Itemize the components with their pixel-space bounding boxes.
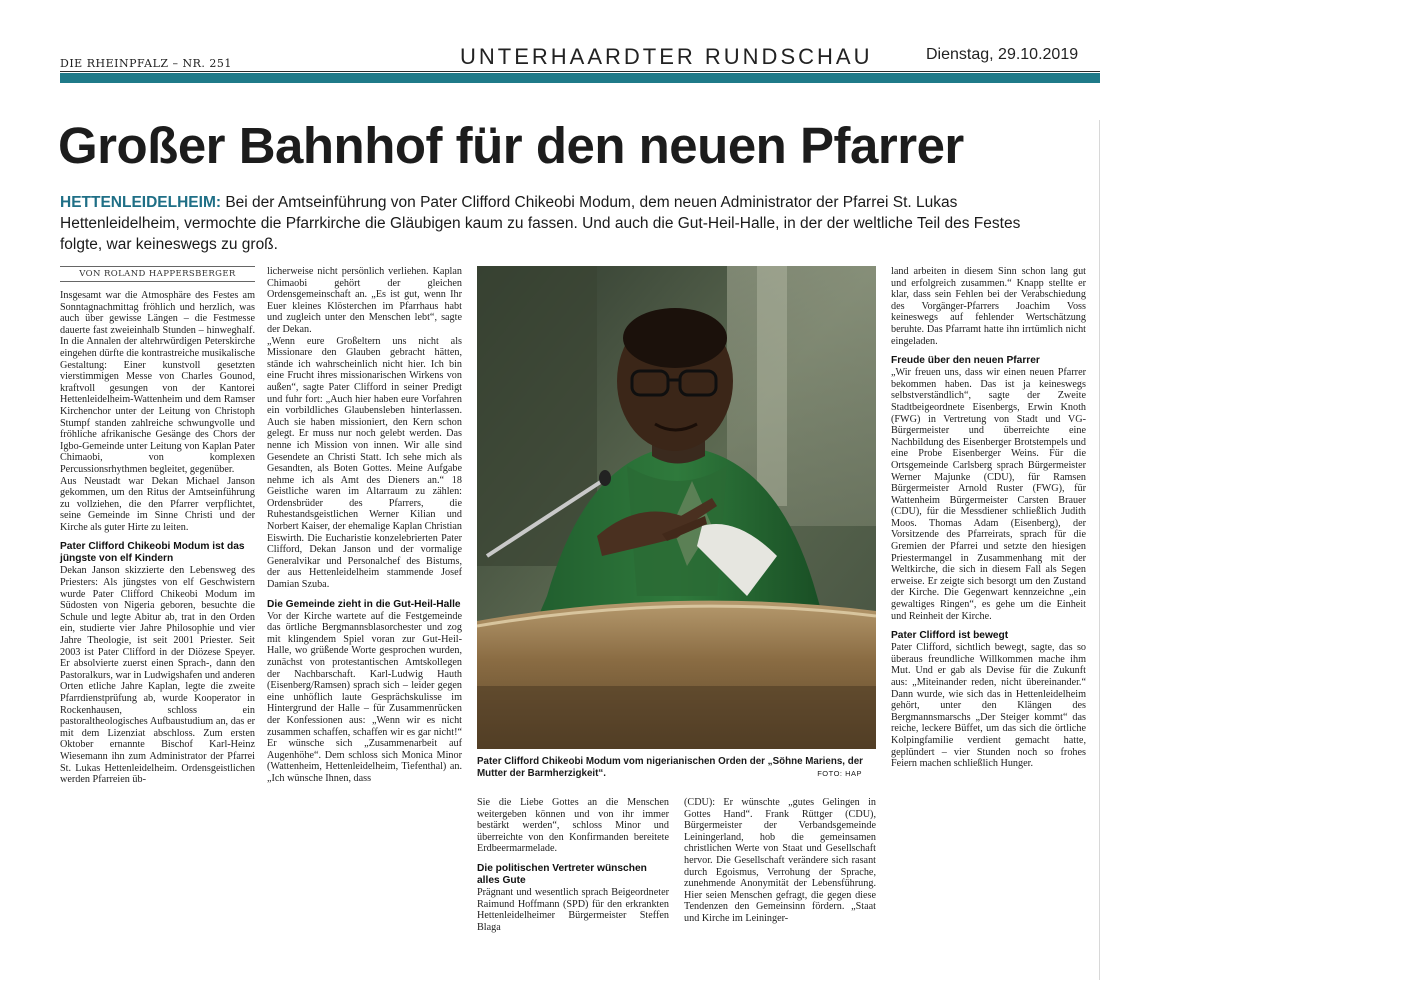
masthead-accent-bar xyxy=(60,73,1100,83)
article-column-1 xyxy=(60,290,255,786)
paragraph: „Wenn eure Großeltern uns nicht als Missionare den Glauben gebracht hätten, stände ich wahrscheinlich nicht hier. Ich bin eine Frucht ihres missionarischen Wirkens von außen“, sagte Pater Clifford in seiner Predigt und fuhr fort: „Auch hier haben eure Vorfahren ein vorbildliches Glaubensleben hinterlassen. Auch sie haben missioniert, den Kern schon gelegt. Er muss nur noch gelebt werden. Das nenne ich Mission von innen. Wir alle sind Gesendete an Christi Statt. Ich sehe mich als Gesandten, als Boten Gottes. Meine Aufgabe nehme ich als Amt des Dieners an.“ 18 Geistliche waren im Altarraum zu zählen: Ordensbrüder des Pfarrers, die Ruhestandsgeistlichen Werner Kilian und Norbert Kaiser, der ehemalige Kaplan Christian Eiswirth. Die Eucharistie konzelebrierten Pater Clifford, Dekan Janson und der vormalige Generalvikar und Personalchef des Bistums, der aus Hettenleidelheim stammende Josef Damian Szuba. xyxy=(267,335,462,591)
paragraph: Dekan Janson skizzierte den Lebensweg des Priesters: Als jüngstes von elf Geschwistern wurde Pater Clifford Chikeobi Modum im Südosten von Nigeria geboren, besuchte die Schule und legte Abitur ab, trat in den Orden ein, studierte vier Jahre Philosophie und vier Jahre Theologie, ist seit 2001 Priester. Seit 2003 ist Pater Clifford in der Diözese Speyer. Er absolvierte zuerst einen Sprach-, dann den Pastoralkurs, war in Ludwigshafen und anderen Orten etliche Jahre Kaplan, legte die zweite Pfarrdienstprüfung ab, wurde Kooperator in Rockenhausen, schloss ein pastoraltheologisches Aufbaustudium an, das er mit dem Lizenziat abschloss. Zum ersten Oktober ernannte Bischof Karl-Heinz Wiesemann ihn zum Administrator der Pfarrei St. Lukas Hettenleidelheim. Ordensgeistlichen werden Pfarreien üb- xyxy=(60,565,255,786)
caption-text: Pater Clifford Chikeobi Modum vom nigerianischen Orden der „Söhne Mariens, der Mutter der Barmherzigkeit“. xyxy=(477,756,863,779)
article-column-5 xyxy=(891,266,1086,770)
article-headline: Großer Bahnhof für den neuen Pfarrer xyxy=(58,117,964,174)
subheading: Die politischen Vertreter wünschen alles Gute xyxy=(477,862,647,886)
article-photo xyxy=(477,266,876,749)
paragraph: Aus Neustadt war Dekan Michael Janson gekommen, um den Ritus der Amtseinführung zu vollziehen, die den Pfarrer verpflichtet, seine Gemeinde im Sinne Christi und der Kirche als guter Hirte zu leiten. xyxy=(60,475,255,533)
lead-text: Bei der Amtseinführung von Pater Clifford Chikeobi Modum, dem neuen Administrator der Pfarrei St. Lukas Hettenleidelheim, vermochte die Pfarrkirche die Gläubigen kaum zu fassen. Und auch die Gut-Heil-Halle, in der der weltliche Teil des Festes folgte, war keineswegs zu groß. xyxy=(60,194,1021,253)
paragraph: Prägnant und wesentlich sprach Beigeordneter Raimund Hoffmann (SPD) für den erkrankten Hettenleidelheimer Bürgermeister Steffen Blaga xyxy=(477,886,669,933)
lead-dateline: HETTENLEIDELHEIM: xyxy=(60,194,222,211)
paragraph: land arbeiten in diesem Sinn schon lang gut und erfolgreich zusammen.“ Knapp stellte er klar, dass sein Fehlen bei der Verabschiedung des Vorgänger-Pfarrers Joachim Voss keineswegs auf fehlender Wertschätzung beruhte. Das Pfarramt hatte ihn irrtümlich nicht eingeladen. xyxy=(891,266,1086,347)
paragraph: Sie die Liebe Gottes an die Menschen weitergeben können und von ihr immer bestärkt werden“, schloss Minor und überreichte von den Konfirmanden bereitete Erdbeermarmelade. xyxy=(477,797,669,855)
byline: VON ROLAND HAPPERSBERGER xyxy=(60,266,255,282)
priest-photo-illustration xyxy=(477,266,876,749)
paragraph: „Wir freuen uns, dass wir einen neuen Pfarrer bekommen haben. Das ist ja keineswegs selbstverständlich“, sagte der Zweite Stadtbeigeordnete Eisenbergs, Erwin Knoth (FWG) in Vertretung von Stadt und VG-Bürgermeister und überreichte eine Nachbildung des Eisenberger Brotstempels und eine Probe Eisenberger Weins. Für die Ortsgemeinde Carlsberg sprach Bürgermeister Werner Majunke (CDU), für Ramsen Bürgermeister Arnold Ruster (FWG), für Wattenheim Bürgermeister Carsten Brauer (CDU), für die Messdiener schließlich Judith Moos. Thomas Adam (Eisenberg), der Vorsitzende des Pfarreirats, sprach für die Gremien der Pfarrei und setzte den hiesigen Priestermangel in Zusammenhang mit der Weltkirche, die sich in diesem Fall als Segen erweise. Er zeigte sich besorgt um den Zustand der Kirche. Die Gegenwart kennzeichne „ein gewaltiges Ringen“, es gehe um die Einheit und Reinheit der Kirche. xyxy=(891,367,1086,622)
issue-date: Dienstag, 29.10.2019 xyxy=(926,46,1079,63)
newspaper-name: DIE RHEINPFALZ – NR. 251 xyxy=(60,57,232,70)
subheading: Pater Clifford Chikeobi Modum ist das jüngste von elf Kindern xyxy=(60,541,245,565)
subheading: Freude über den neuen Pfarrer xyxy=(891,355,1040,367)
photo-caption xyxy=(477,756,876,779)
paragraph: (CDU): Er wünschte „gutes Gelingen in Gottes Hand“. Frank Rüttger (CDU), Bürgermeister der Verbandsgemeinde Leiningerland, hob die gemeinsamen christlichen Werte von Staat und Gesellschaft hervor. Die Gesellschaft verändere sich rasant durch Egoismus, Verrohung der Sprache, zunehmende Anonymität der Lebensführung. Hier seien Menschen gefragt, die gegen diese Tendenzen den Gemeinsinn fördern. „Staat und Kirche im Leininger- xyxy=(684,797,876,924)
paragraph: licherweise nicht persönlich verliehen. Kaplan Chimaobi gehört der gleichen Ordensgemeinschaft an. „Es ist gut, wenn Ihr Euer kleines Klösterchen im Pfarrhaus habt und zugleich unter den Menschen lebt“, sagte der Dekan. xyxy=(267,266,462,335)
subheading: Pater Clifford ist bewegt xyxy=(891,630,1009,642)
article-column-3 xyxy=(477,797,669,933)
article-lead xyxy=(60,192,1060,255)
article-column-2 xyxy=(267,266,462,785)
section-title: UNTERHAARDTER RUNDSCHAU xyxy=(460,44,873,69)
subheading: Die Gemeinde zieht in die Gut-Heil-Halle xyxy=(267,598,461,610)
paragraph: Insgesamt war die Atmosphäre des Festes am Sonntagnachmittag fröhlich und herzlich, was auch über gewisse Längen – die Festmesse dauerte fast zweieinhalb Stunden – hinweghalf. In die Annalen der altehrwürdigen Peterskirche eingehen dürfte die kontrastreiche musikalische Gestaltung: Einer kunstvoll gesetzten vierstimmigen Messe von Charles Gounod, kraftvoll gesungen von der Kantorei Hettenleidelheim-Wattenheim und dem Ramser Kirchenchor unter der Leitung von Christoph Stumpf standen zahlreiche schwungvolle und fröhliche afrikanische Gesänge des Chors der Igbo-Gemeinde unter Leitung von Kaplan Pater Chimaobi, von komplexen Percussionsrhythmen begleitet, gegenüber. xyxy=(60,290,255,475)
page-edge-rule xyxy=(1099,120,1100,980)
paragraph: Vor der Kirche wartete auf die Festgemeinde das örtliche Bergmannsblasorchester und zog mit klingendem Spiel voran zur Gut-Heil-Halle, wo grüßende Worte gesprochen wurden, zunächst von protestantischen Amtskollegen der Nachbarschaft. Karl-Ludwig Hauth (Eisenberg/Ramsen) sprach sich – leider gegen eine unhöflich laute Gesprächskulisse im Hintergrund der Halle – für Zusammenrücken der Konfessionen aus: „Wenn wir es nicht zusammen schaffen, schaffen wir es gar nicht!“ Er wünsche sich „Zusammenarbeit auf Augenhöhe“. Dem schloss sich Monica Minor (Wattenheim, Hettenleidelheim, Tiefenthal) an. „Ich wünsche Ihnen, dass xyxy=(267,610,462,784)
article-column-4 xyxy=(684,797,876,925)
paragraph: Pater Clifford, sichtlich bewegt, sagte, das so überaus freundliche Willkommen mache ihm Mut. Und er gab als Devise für die Zukunft aus: „Miteinander reden, nicht übereinander.“ Dann wurde, wie sich das in Hettenleidelheim gehört, unter den Klängen des Bergmannsmarschs „Der Steiger kommt“ das reiche, leckere Büffet, um das sich die örtliche Kolpingfamilie verdient gemacht hatte, geplündert – vier Stunden noch so frohes Feiern machen schließlich Hunger. xyxy=(891,642,1086,770)
masthead-rule xyxy=(60,71,1100,72)
photo-credit: FOTO: HAP xyxy=(817,768,862,778)
